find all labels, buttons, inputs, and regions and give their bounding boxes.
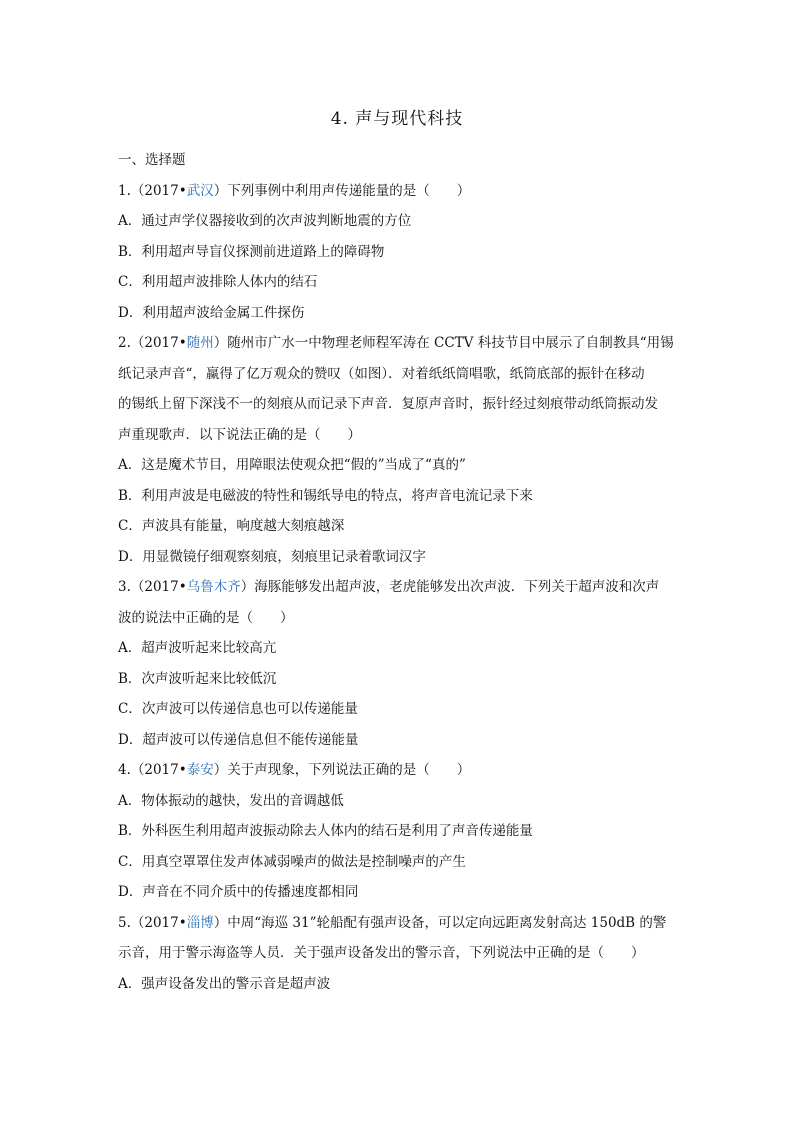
- question-number: 3.（2017•: [118, 579, 187, 595]
- answer-option: B．利用超声导盲仪探测前进道路上的障碍物: [118, 243, 385, 260]
- answer-option: B．次声波听起来比较低沉: [118, 670, 277, 687]
- question-stem-line: [118, 176, 684, 207]
- question-source: 泰安: [186, 762, 214, 778]
- question-text: 波的说法中正确的是（ ）: [118, 609, 294, 626]
- question-stem-line: [118, 755, 684, 786]
- answer-option: C．利用超声波排除人体内的结石: [118, 274, 318, 290]
- section-heading: 一、选择题: [118, 152, 186, 168]
- question-text: ）随州市广水一中物理老师程军涛在 CCTV 科技节目中展示了自制教具“用锡: [213, 335, 674, 351]
- question-source: 淄博: [186, 914, 214, 931]
- question-stem-line: [118, 389, 684, 420]
- question-stem-line: [118, 603, 684, 634]
- question-text: 示音，用于警示海盗等人员．关于强声设备发出的警示音，下列说法中正确的是（ ）: [118, 945, 645, 961]
- question-source: 随州: [186, 335, 214, 351]
- question-number: 2.（2017•: [118, 335, 187, 351]
- question-stem-line: [118, 328, 684, 359]
- question-list: [118, 145, 684, 999]
- question-source: 乌鲁木齐: [186, 579, 241, 595]
- answer-option: B．外科医生利用超声波振动除去人体内的结石是利用了声音传递能量: [118, 823, 533, 839]
- question-stem-line: [118, 359, 684, 390]
- question-number: 5.（2017•: [118, 914, 187, 931]
- answer-option: A．物体振动的越快，发出的音调越低: [118, 792, 344, 809]
- question-source: 武汉: [186, 182, 214, 199]
- question-number: 4.（2017•: [118, 762, 187, 778]
- question-text: 纸记录声音“，赢得了亿万观众的赞叹（如图）．对着纸纸筒唱歌，纸筒底部的振针在移动: [118, 365, 645, 382]
- answer-option: C．用真空罩罩住发声体减弱噪声的做法是控制噪声的产生: [118, 853, 466, 870]
- answer-option: B．利用声波是电磁波的特性和锡纸导电的特点，将声音电流记录下来: [118, 487, 533, 504]
- question-stem-line: [118, 572, 684, 603]
- answer-option: C．次声波可以传递信息也可以传递能量: [118, 701, 358, 717]
- question-text: 的锡纸上留下深浅不一的刻痕从而记录下声音．复原声音时，振针经过刻痕带动纸筒振动发: [118, 396, 658, 412]
- question-text: 声重现歌声．以下说法正确的是（ ）: [118, 426, 361, 443]
- question-text: ）下列事例中利用声传递能量的是（ ）: [213, 182, 471, 199]
- answer-option: D．利用超声波给金属工件探伤: [118, 304, 305, 321]
- answer-option: A．强声设备发出的警示音是超声波: [118, 975, 331, 992]
- answer-option: A．这是魔术节目，用障眼法使观众把“假的”当成了“真的”: [118, 457, 466, 473]
- question-stem-line: [118, 420, 684, 451]
- question-stem-line: [118, 938, 684, 969]
- answer-option: D．用显微镜仔细观察刻痕，刻痕里记录着歌词汉字: [118, 548, 426, 565]
- page-title: 4. 声与现代科技: [330, 109, 464, 129]
- answer-option: D．超声波可以传递信息但不能传递能量: [118, 731, 359, 748]
- question-text: ）海豚能够发出超声波，老虎能够发出次声波．下列关于超声波和次声: [240, 579, 660, 595]
- question-number: 1.（2017•: [118, 182, 187, 199]
- answer-option: A．超声波听起来比较高亢: [118, 640, 277, 656]
- answer-option: C．声波具有能量，响度越大刻痕越深: [118, 518, 345, 534]
- question-text: ）关于声现象，下列说法正确的是（ ）: [213, 762, 471, 778]
- question-text: ）中周“海巡 31”轮船配有强声设备，可以定向远距离发射高达 150dB 的警: [213, 914, 667, 931]
- answer-option: A．通过声学仪器接收到的次声波判断地震的方位: [118, 213, 412, 229]
- answer-option: D．声音在不同介质中的传播速度都相同: [118, 884, 359, 900]
- question-stem-line: [118, 908, 684, 939]
